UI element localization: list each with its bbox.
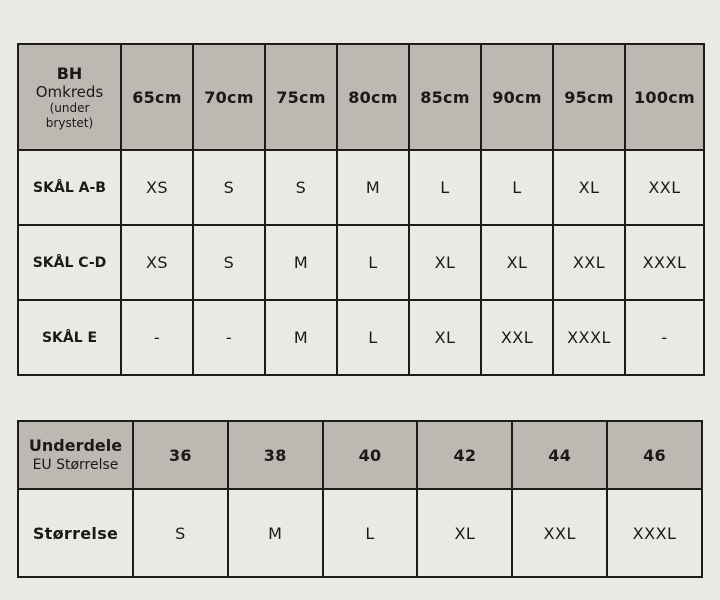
bra-column-header: 65cm xyxy=(121,44,193,150)
row-label: Størrelse xyxy=(18,489,133,577)
size-cell: S xyxy=(133,489,228,577)
size-cell: M xyxy=(265,300,337,375)
bottoms-column-header: 38 xyxy=(228,421,323,489)
size-cell: XXXL xyxy=(607,489,702,577)
size-cell: XXL xyxy=(553,225,625,300)
bottoms-size-table xyxy=(17,420,703,578)
bottoms-corner-cell xyxy=(18,421,133,489)
bottoms-corner-subtitle: EU Størrelse xyxy=(32,457,119,473)
bottoms-corner-title: Underdele xyxy=(28,436,123,455)
bra-column-header: 85cm xyxy=(409,44,481,150)
bottoms-column-header: 42 xyxy=(417,421,512,489)
size-cell: XL xyxy=(417,489,512,577)
size-cell: XS xyxy=(121,225,193,300)
size-cell: S xyxy=(265,150,337,225)
size-cell: L xyxy=(409,150,481,225)
row-label: SKÅL E xyxy=(18,300,121,375)
size-cell: XXL xyxy=(625,150,704,225)
table-row xyxy=(18,225,704,300)
bottoms-column-header: 46 xyxy=(607,421,702,489)
bra-corner-note-line1: (under xyxy=(49,100,90,115)
size-cell: XL xyxy=(553,150,625,225)
bra-column-header: 80cm xyxy=(337,44,409,150)
size-cell: XL xyxy=(409,300,481,375)
bottoms-column-header: 36 xyxy=(133,421,228,489)
bottoms-column-header: 44 xyxy=(512,421,607,489)
size-cell: L xyxy=(337,225,409,300)
size-cell: L xyxy=(337,300,409,375)
bra-column-header: 100cm xyxy=(625,44,704,150)
size-cell: M xyxy=(265,225,337,300)
bra-corner-cell xyxy=(18,44,121,150)
table-row xyxy=(18,150,704,225)
size-cell: XL xyxy=(481,225,553,300)
bra-column-header: 75cm xyxy=(265,44,337,150)
table-row xyxy=(18,300,704,375)
bra-column-header: 95cm xyxy=(553,44,625,150)
bra-column-header: 70cm xyxy=(193,44,265,150)
size-cell: XL xyxy=(409,225,481,300)
bottoms-column-header: 40 xyxy=(323,421,418,489)
bra-column-header: 90cm xyxy=(481,44,553,150)
bra-size-table xyxy=(17,43,705,376)
size-cell: XXXL xyxy=(553,300,625,375)
size-cell: - xyxy=(121,300,193,375)
size-cell: S xyxy=(193,150,265,225)
size-cell: XS xyxy=(121,150,193,225)
size-cell: XXL xyxy=(481,300,553,375)
bra-header-row xyxy=(18,44,704,150)
bra-corner-note-line2: brystet) xyxy=(45,115,94,130)
bra-corner-title: BH xyxy=(56,63,83,83)
size-cell: L xyxy=(481,150,553,225)
size-cell: - xyxy=(625,300,704,375)
size-cell: M xyxy=(337,150,409,225)
row-label: SKÅL C-D xyxy=(18,225,121,300)
size-cell: S xyxy=(193,225,265,300)
size-cell: L xyxy=(323,489,418,577)
size-cell: - xyxy=(193,300,265,375)
bottoms-header-row xyxy=(18,421,702,489)
bra-corner-subtitle: Omkreds xyxy=(35,82,104,101)
size-cell: XXXL xyxy=(625,225,704,300)
table-row xyxy=(18,489,702,577)
size-cell: XXL xyxy=(512,489,607,577)
row-label: SKÅL A-B xyxy=(18,150,121,225)
size-cell: M xyxy=(228,489,323,577)
